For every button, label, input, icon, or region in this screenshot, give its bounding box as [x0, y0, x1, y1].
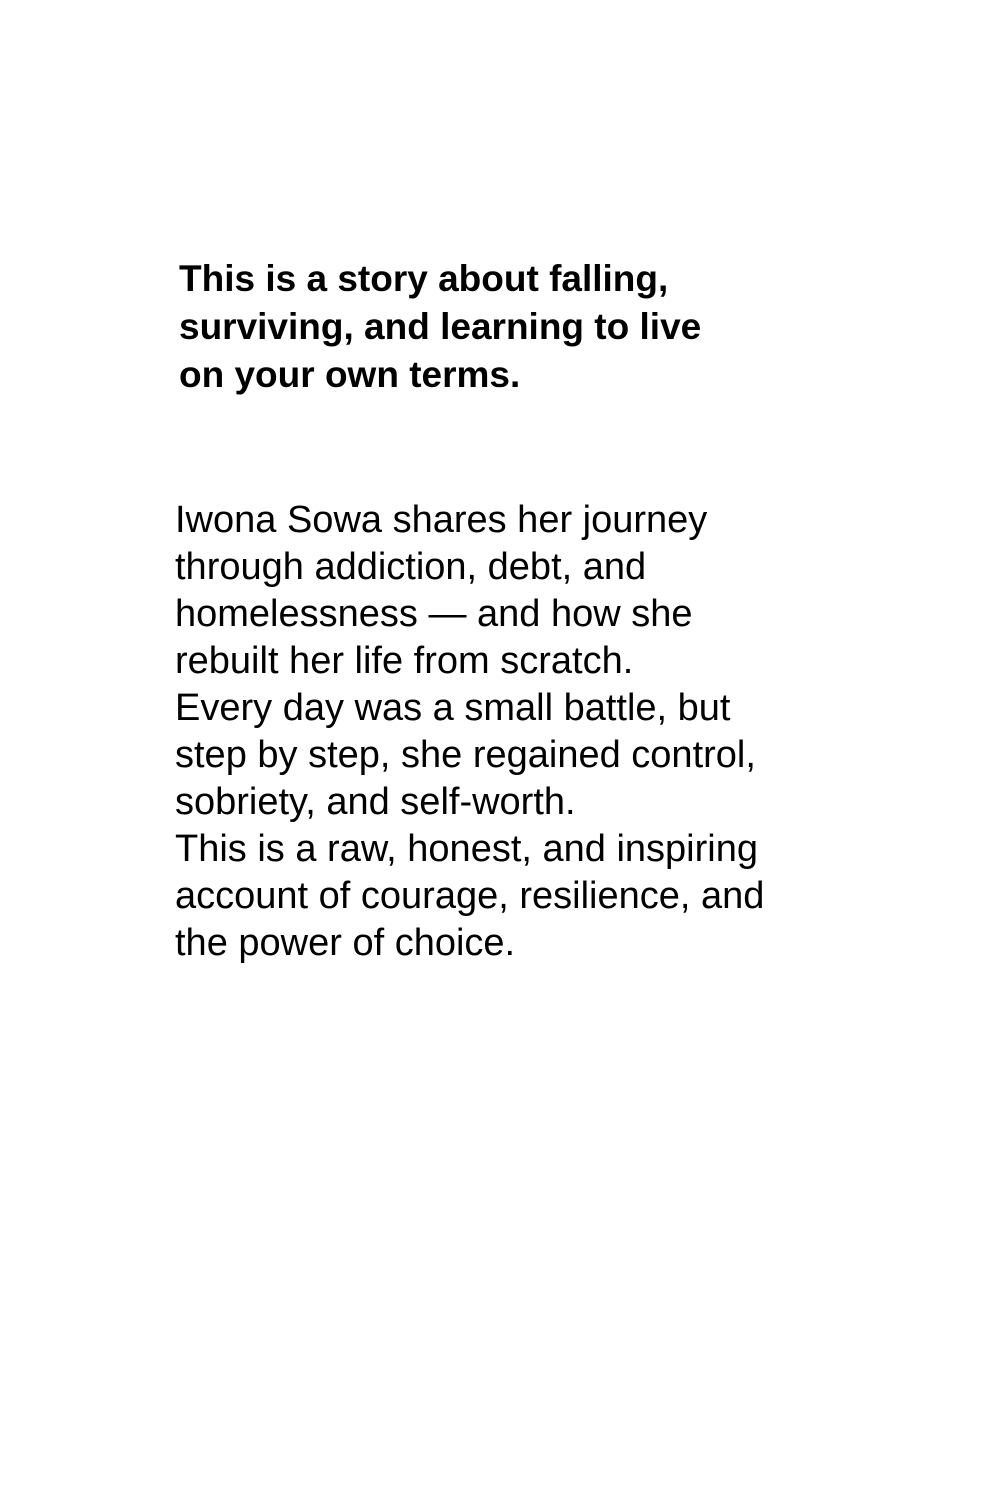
- description-line: rebuilt her life from scratch.: [175, 640, 634, 682]
- description-line: homelessness — and how she: [175, 593, 693, 635]
- description-line: This is a raw, honest, and inspiring: [175, 828, 758, 870]
- tagline-heading: [179, 255, 859, 399]
- description-paragraph: [175, 497, 875, 967]
- description-line: through addiction, debt, and: [175, 546, 647, 588]
- description-line: the power of choice.: [175, 922, 516, 964]
- description-line: step by step, she regained control,: [175, 734, 756, 776]
- tagline-line: on your own terms.: [179, 354, 521, 395]
- description-line: Every day was a small battle, but: [175, 687, 731, 729]
- description-line: account of courage, resilience, and: [175, 875, 765, 917]
- tagline-line: This is a story about falling,: [179, 258, 669, 299]
- tagline-line: surviving, and learning to live: [179, 306, 702, 347]
- description-line: Iwona Sowa shares her journey: [175, 499, 708, 541]
- description-line: sobriety, and self-worth.: [175, 781, 576, 823]
